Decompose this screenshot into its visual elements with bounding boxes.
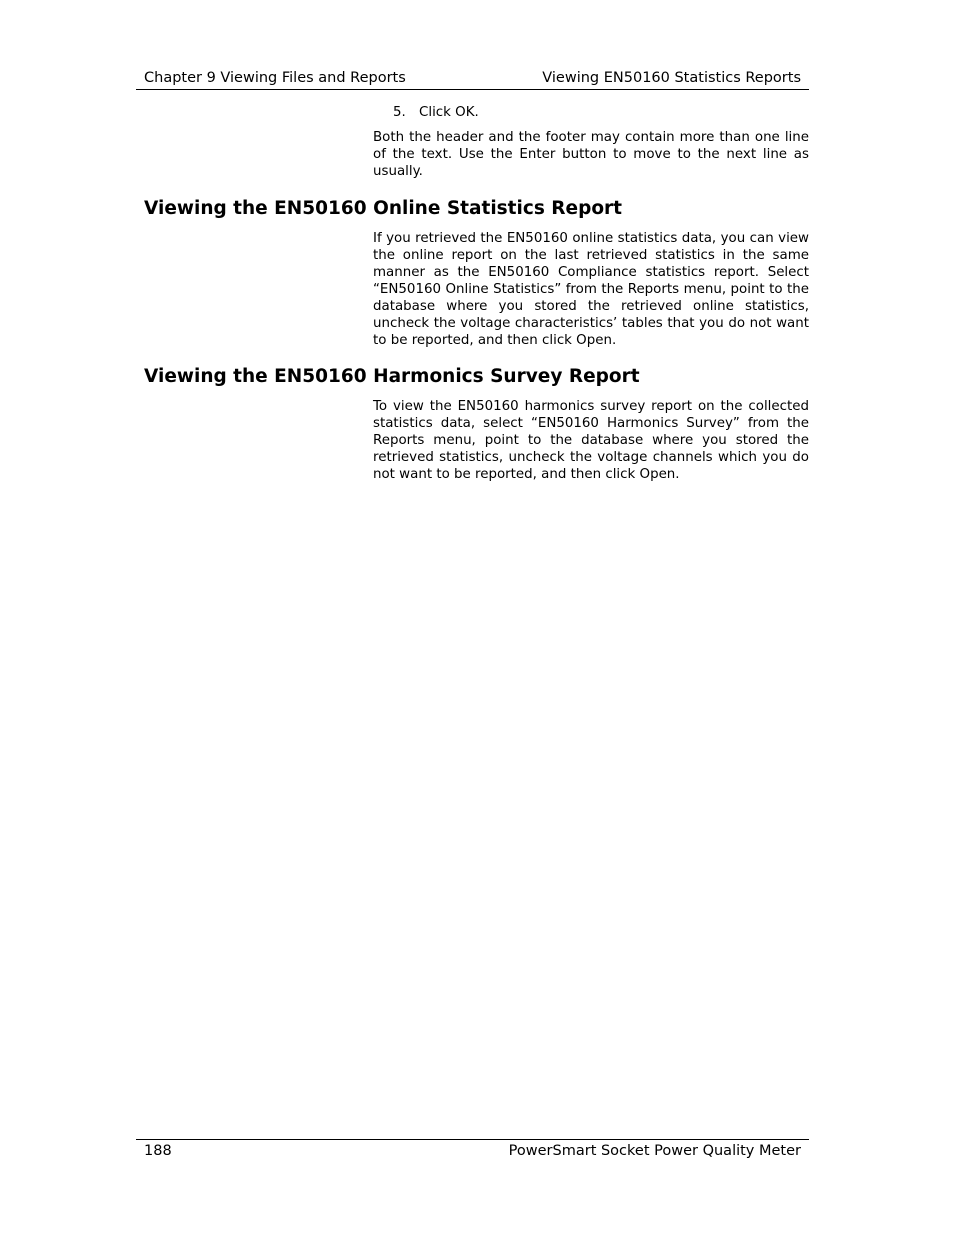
- product-name: PowerSmart Socket Power Quality Meter: [508, 1143, 801, 1159]
- intro-paragraph: Both the header and the footer may contain more than one line of the text. Use the Enter button to move to the next line as usually.: [373, 130, 809, 179]
- page-number: 188: [144, 1143, 172, 1159]
- step-item: [393, 104, 479, 121]
- paragraph-harmonics-survey: To view the EN50160 harmonics survey report on the collected statistics data, select “EN50160 Harmonics Survey” from the Reports menu, point to the database where you stored the retrieved statistics, uncheck the voltage channels which you do not want to be reported, and then click Open.: [373, 399, 809, 482]
- page-header: [136, 68, 809, 90]
- paragraph-online-statistics: If you retrieved the EN50160 online statistics data, you can view the online report on the last retrieved statistics in the same manner as the EN50160 Compliance statistics report. Select “EN50160 Online Statistics” from the Reports menu, point to the database where you stored the retrieved online statistics, uncheck the voltage characteristics’ tables that you do not want to be reported, and then click Open.: [373, 231, 809, 348]
- step-number: 5.: [393, 105, 406, 120]
- step-text: Click OK.: [419, 105, 479, 120]
- heading-online-statistics: Viewing the EN50160 Online Statistics Report: [144, 198, 622, 219]
- chapter-title: Chapter 9 Viewing Files and Reports: [144, 70, 406, 86]
- page-footer: [136, 1139, 809, 1162]
- section-title: Viewing EN50160 Statistics Reports: [542, 70, 801, 86]
- heading-harmonics-survey: Viewing the EN50160 Harmonics Survey Report: [144, 366, 640, 387]
